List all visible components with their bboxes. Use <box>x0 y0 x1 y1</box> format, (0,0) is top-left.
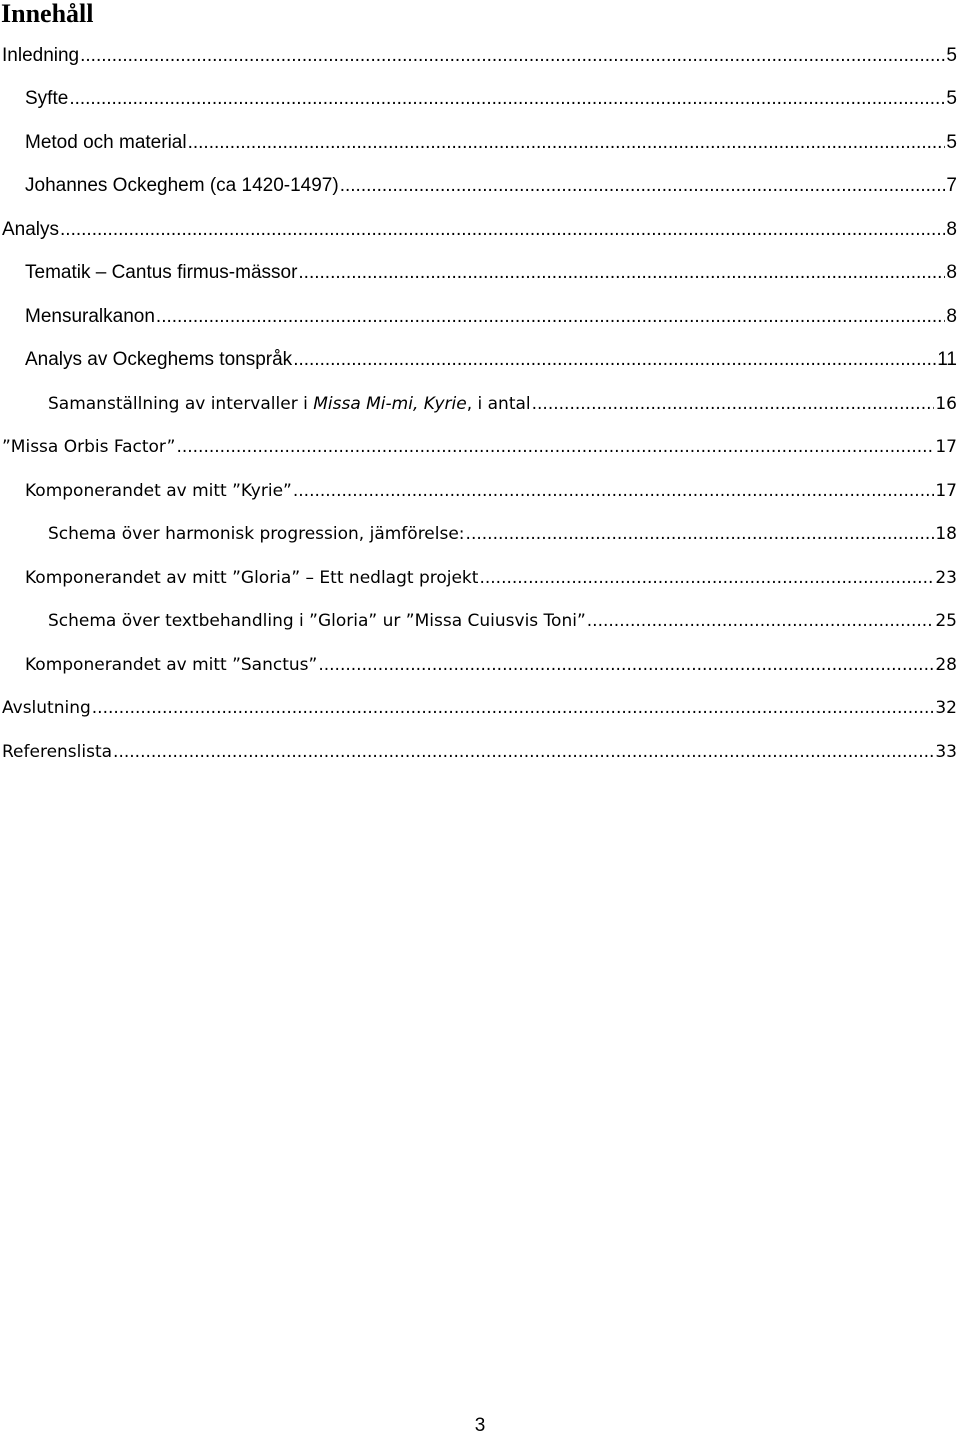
dot-leader <box>479 568 934 588</box>
toc-entry-page: 17 <box>935 437 957 458</box>
toc-entry-referenslista[interactable] <box>0 730 960 774</box>
dot-leader <box>188 132 946 154</box>
toc-heading: Innehåll <box>1 0 94 28</box>
toc-entry-page: 33 <box>935 741 957 762</box>
toc-entry-avslutning[interactable] <box>0 687 960 731</box>
dot-leader <box>113 742 934 762</box>
page-number: 3 <box>474 1415 486 1436</box>
dot-leader <box>80 45 945 67</box>
toc-entry-title: Komponerandet av mitt ”Sanctus” <box>25 654 318 675</box>
toc-entry-schema-harmonisk[interactable] <box>0 513 960 557</box>
dot-leader <box>532 394 935 414</box>
toc-entry-page: 23 <box>935 567 957 588</box>
toc-entry-page: 11 <box>937 349 957 371</box>
toc-entry-page: 32 <box>935 698 957 719</box>
toc-entry-page: 8 <box>946 262 957 284</box>
toc-entry-page: 8 <box>946 305 957 327</box>
toc-entry-title: Syfte <box>25 88 69 110</box>
toc-entry-page: 18 <box>935 524 957 545</box>
toc-entry-title: Metod och material <box>25 131 187 153</box>
dot-leader <box>293 481 935 501</box>
toc-entry-title: Schema över harmonisk progression, jämförelse: <box>48 524 465 545</box>
toc-entry-ockeghem[interactable] <box>0 165 960 209</box>
toc-entry-schema-textbehandling[interactable] <box>0 600 960 644</box>
toc-entry-page: 28 <box>935 654 957 675</box>
toc-entry-title-italic: Missa Mi-mi, Kyrie <box>313 393 467 414</box>
dot-leader <box>156 306 946 328</box>
dot-leader <box>340 175 946 197</box>
toc-entry-page: 16 <box>935 393 957 414</box>
toc-entry-title: Johannes Ockeghem (ca 1420-1497) <box>25 175 339 197</box>
toc-entry-page: 5 <box>946 131 957 153</box>
dot-leader <box>466 524 935 544</box>
toc-entry-orbis-factor[interactable] <box>0 426 960 470</box>
toc-entry-page: 25 <box>935 611 957 632</box>
dot-leader <box>293 349 936 371</box>
toc-entry-title: ”Missa Orbis Factor” <box>2 437 176 458</box>
table-of-contents <box>0 34 960 774</box>
toc-entry-title: Referenslista <box>2 741 113 762</box>
toc-entry-title: Avslutning <box>2 698 91 719</box>
dot-leader <box>92 698 935 718</box>
toc-entry-title: Mensuralkanon <box>25 305 155 327</box>
toc-entry-page: 17 <box>935 480 957 501</box>
toc-entry-page: 5 <box>946 44 957 66</box>
toc-entry-title: Tematik – Cantus firmus-mässor <box>25 262 298 284</box>
toc-entry-title: Analys av Ockeghems tonspråk <box>25 349 293 371</box>
toc-entry-kyrie[interactable] <box>0 469 960 513</box>
dot-leader <box>298 262 945 284</box>
dot-leader <box>587 611 935 631</box>
toc-entry-title-part: , i antal <box>466 393 531 414</box>
dot-leader <box>69 88 945 110</box>
dot-leader <box>176 437 934 457</box>
toc-entry-title: Komponerandet av mitt ”Gloria” – Ett nedlagt projekt <box>25 567 479 588</box>
toc-entry-title: Schema över textbehandling i ”Gloria” ur ”Missa Cuiusvis Toni” <box>48 611 586 632</box>
toc-entry-inledning[interactable] <box>0 34 960 78</box>
toc-entry-analys[interactable] <box>0 208 960 252</box>
toc-entry-page: 7 <box>946 175 957 197</box>
toc-entry-syfte[interactable] <box>0 78 960 122</box>
toc-entry-sanctus[interactable] <box>0 643 960 687</box>
toc-entry-title <box>48 394 531 414</box>
toc-entry-samanstallning[interactable] <box>0 382 960 426</box>
toc-entry-title: Komponerandet av mitt ”Kyrie” <box>25 480 292 501</box>
toc-entry-title: Analys <box>2 218 60 240</box>
toc-entry-page: 5 <box>946 88 957 110</box>
toc-entry-metod[interactable] <box>0 121 960 165</box>
toc-entry-title-part: Samanställning av intervaller i <box>48 393 314 414</box>
toc-entry-page: 8 <box>946 218 957 240</box>
toc-entry-mensuralkanon[interactable] <box>0 295 960 339</box>
toc-entry-tematik[interactable] <box>0 252 960 296</box>
toc-entry-title: Inledning <box>2 44 80 66</box>
toc-entry-gloria[interactable] <box>0 556 960 600</box>
dot-leader <box>60 219 945 241</box>
toc-entry-tonsprak[interactable] <box>0 339 960 383</box>
dot-leader <box>318 655 934 675</box>
